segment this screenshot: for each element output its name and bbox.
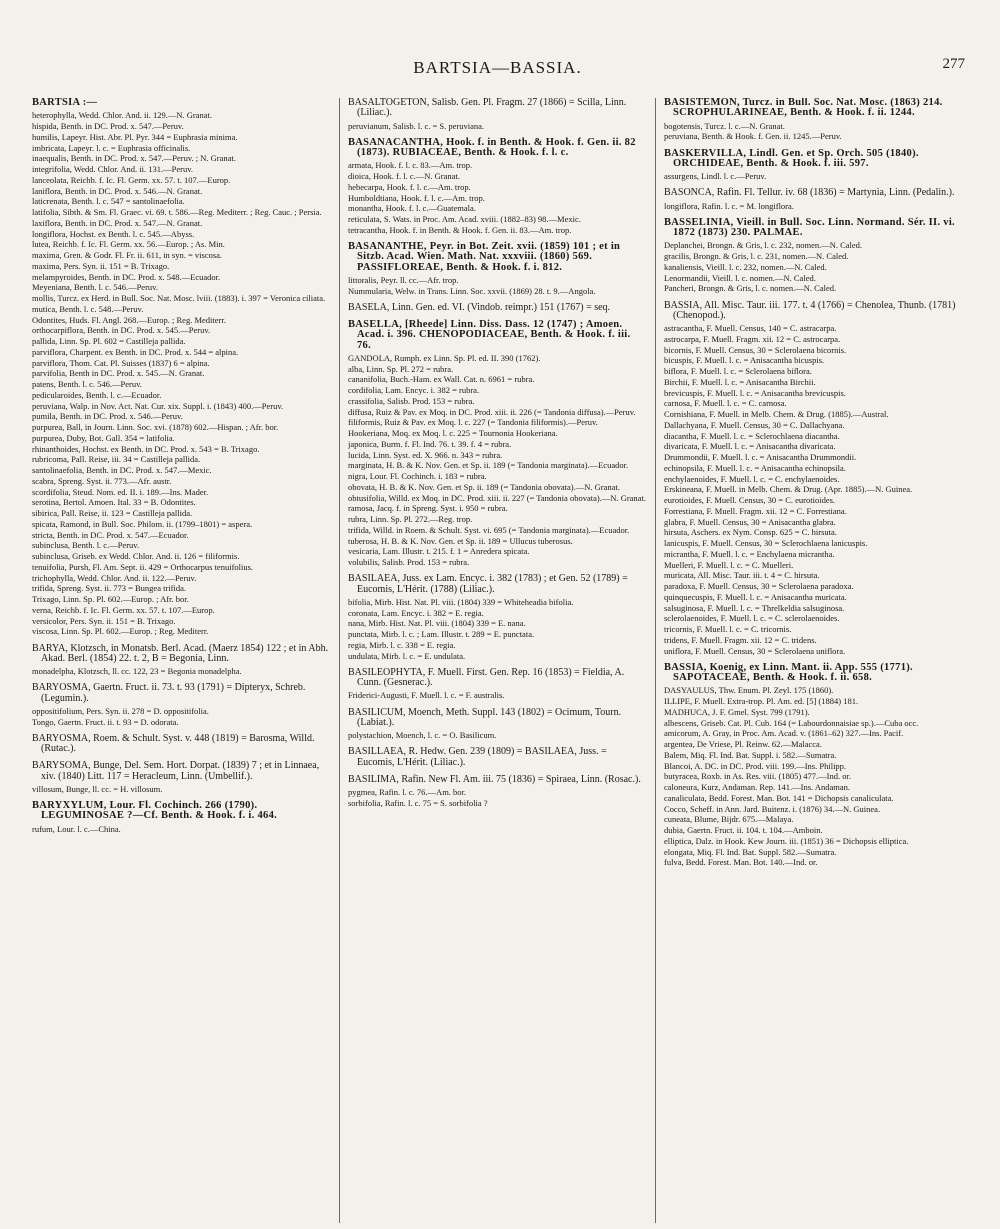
- species-line: purpurea, Ball, in Journ. Linn. Soc. xvi. (1878) 602.—Hispan. ; Afr. bor.: [32, 422, 279, 432]
- species-line: diffusa, Ruiz & Pav. ex Moq. in DC. Prod. xiii. ii. 226 (= Tandonia diffusa).—Peruv.: [348, 406, 636, 417]
- species-line: longiflora, Rafin. l. c. = M. longiflora.: [664, 200, 794, 211]
- genus-heading: BASILLAEA, R. Hedw. Gen. 239 (1809) = BASILAEA, Juss. = Eucomis, L'Hérit. (Liliac.).: [348, 746, 607, 768]
- species-line: parviflora, Thom. Cat. Pl. Suisses (1837) 6 = alpina.: [32, 357, 210, 368]
- species-line: DASYAULUS, Thw. Enum. Pl. Zeyl. 175 (1860).: [664, 685, 834, 696]
- species-line: laticrenata, Benth. l. c. 547 = santolinaefolia.: [32, 196, 185, 207]
- species-line: hispida, Benth. in DC. Prod. x. 547.—Peruv.: [32, 121, 184, 131]
- species-line: rufum, Lour. l. c.—China.: [32, 823, 121, 834]
- species-line: lutea, Reichb. f. Ic. Fl. Germ. xx. 56.—Europ. ; As. Min.: [32, 239, 225, 250]
- species-line: mutica, Benth. l. c. 548.—Peruv.: [32, 303, 144, 314]
- species-line: punctata, Mirb. l. c. ; Lam. Illustr. t. 289 = E. punctata.: [348, 629, 535, 639]
- species-line: Friderici-Augusti, F. Muell. l. c. = F. australis.: [348, 690, 505, 701]
- species-line: laxiflora, Benth. in DC. Prod. x. 547.—N. Granat.: [32, 217, 203, 228]
- species-line: lucida, Linn. Syst. ed. X. 966. n. 343 = rubra.: [348, 449, 503, 460]
- species-line: laniflora, Benth. in DC. Prod. x. 546.—N. Granat.: [32, 185, 203, 196]
- species-line: gracilis, Brongn. & Gris, l. c. 231, nomen.—N. Caled.: [664, 251, 849, 261]
- species-line: melampyroides, Benth. in DC. Prod. x. 548.—Ecuador.: [32, 271, 221, 282]
- species-line: stricta, Benth. in DC. Prod. x. 547.—Ecuador.: [32, 529, 189, 540]
- species-line: elliptica, Dalz. in Hook. Kew Journ. iii. (1851) 36 = Dichopsis elliptica.: [664, 835, 909, 846]
- genus-heading: BASKERVILLA, Lindl. Gen. et Sp. Orch. 505 (1840). ORCHIDEAE, Benth. & Hook. f. iii. 597.: [664, 147, 919, 169]
- species-line: versicolor, Pers. Syn. ii. 151 = B. Trixago.: [32, 615, 176, 626]
- species-line: bicornis, F. Muell. Census, 30 = Sclerolaena bicornis.: [664, 344, 847, 355]
- genus-heading: BASALTOGETON, Salisb. Gen. Pl. Fragm. 27 (1866) = Scilla, Linn. (Liliac.).: [348, 98, 627, 119]
- species-line: biflora, F. Muell. l. c. = Sclerolaena biflora.: [664, 366, 812, 376]
- species-line: scabra, Spreng. Syst. ii. 773.—Afr. austr.: [32, 475, 172, 486]
- genus-entry: [664, 301, 962, 656]
- species-line: scordifolia, Steud. Nom. ed. II. i. 189.—Ins. Mader.: [32, 486, 209, 497]
- species-line: amicorum, A. Gray, in Proc. Am. Acad. v. (1861–62) 327.—Ins. Pacif.: [664, 728, 904, 739]
- species-line: brevicuspis, F. Muell. l. c. = Anisacantha brevicuspis.: [664, 387, 846, 398]
- species-line: subinclusa, Griseb. ex Wedd. Chlor. And. ii. 126 = filiformis.: [32, 551, 240, 561]
- species-line: tridens, F. Muell. Fragm. xii. 12 = C. tridens.: [664, 634, 817, 645]
- species-line: assurgens, Lindl. l. c.—Peruv.: [664, 171, 767, 181]
- species-line: glabra, F. Muell. Census, 30 = Anisacantha glabra.: [664, 516, 836, 527]
- genus-entry: [348, 775, 646, 808]
- species-line: vesicaria, Lam. Illustr. t. 215. f. 1 = Anredera spicata.: [348, 546, 530, 557]
- species-line: latifolia, Sibth. & Sm. Fl. Graec. vi. 69. t. 586.—Reg. Mediterr. ; Reg. Cauc. ; Persia.: [32, 207, 322, 217]
- species-line: viscosa, Linn. Sp. Pl. 602.—Europ. ; Reg. Mediterr.: [32, 626, 209, 637]
- species-line: armata, Hook. f. l. c. 83.—Am. trop.: [348, 160, 473, 171]
- species-line: peruviana, Benth. & Hook. f. Gen. ii. 1245.—Peruv.: [664, 131, 842, 142]
- species-line: GANDOLA, Rumph. ex Linn. Sp. Pl. ed. II. 390 (1762).: [348, 352, 541, 363]
- species-line: monadelpha, Klotzsch, ll. cc. 122, 23 = Begonia monadelpha.: [32, 666, 242, 676]
- running-head: BARTSIA—BASSIA.: [413, 58, 582, 77]
- species-line: filiformis, Ruiz & Pav. ex Moq. l. c. 227 (= Tandonia filiformis).—Peruv.: [348, 417, 598, 428]
- genus-entry: [664, 188, 962, 211]
- species-line: ILLIPE, F. Muell. Extra-trop. Pl. Am. ed. [5] (1884) 181.: [664, 696, 859, 706]
- species-line: regia, Mirb. l. c. 338 = E. regia.: [348, 639, 456, 650]
- species-line: crassifolia, Salisb. Prod. 153 = rubra.: [348, 395, 475, 406]
- species-line: pallida, Linn. Sp. Pl. 602 = Castilleja pallida.: [32, 336, 186, 346]
- species-line: micrantha, F. Muell. l. c. = Enchylaena micrantha.: [664, 548, 835, 559]
- species-line: nigra, Lour. Fl. Cochinch. i. 183 = rubra.: [348, 471, 487, 481]
- species-line: longiflora, Hochst. ex Benth. l. c. 545.—Abyss.: [32, 228, 195, 239]
- species-line: subinclusa, Benth. l. c.—Peruv.: [32, 540, 140, 551]
- species-line: Hookeriana, Moq. ex Moq. l. c. 225 = Tournonia Hookeriana.: [348, 428, 558, 438]
- species-line: astrocarpa, F. Muell. Fragm. xii. 12 = C. astrocarpa.: [664, 333, 841, 344]
- page-number: 277: [942, 56, 965, 72]
- species-line: kanaliensis, Vieill. l. c. 232, nomen.—N. Caled.: [664, 261, 827, 272]
- species-line: Birchii, F. Muell. l. c. = Anisacantha Birchii.: [664, 376, 816, 387]
- species-line: tetracantha, Hook. f. in Benth. & Hook. f. Gen. ii. 83.—Am. trop.: [348, 224, 572, 235]
- genus-heading: BASANANTHE, Peyr. in Bot. Zeit. xvii. (1859) 101 ; et in Sitzb. Acad. Wien. Math. Nat. xxxviii. (1860) 569. PASSIFLOREAE, Benth. & Hook. f. i. 812.: [348, 241, 621, 273]
- genus-entry: [664, 218, 962, 294]
- genus-heading: BASILIMA, Rafin. New Fl. Am. iii. 75 (1836) = Spiraea, Linn. (Rosac.).: [348, 773, 641, 785]
- species-line: muricata, All. Misc. Taur. iii. t. 4 = C. hirsuta.: [664, 570, 820, 581]
- genus-entry: [664, 98, 962, 142]
- species-line: purpurea, Duby, Bot. Gall. 354 = latifolia.: [32, 432, 175, 443]
- species-line: parvifolia, Benth in DC. Prod. x. 545.—N. Granat.: [32, 368, 205, 379]
- column-right: [664, 98, 962, 1223]
- genus-heading: BARYXYLUM, Lour. Fl. Cochinch. 266 (1790). LEGUMINOSAE ?—Cf. Benth. & Hook. f. i. 464.: [32, 800, 278, 822]
- species-line: MADHUCA, J. F. Gmel. Syst. 799 (1791).: [664, 706, 810, 717]
- species-line: hebecarpa, Hook. f. l. c.—Am. trop.: [348, 181, 471, 192]
- species-line: carnosa, F. Muell. l. c. = C. carnosa.: [664, 398, 787, 409]
- genus-entry: [348, 138, 646, 235]
- species-line: elongata, Miq. Fl. Ind. Bat. Suppl. 582.—Sumatra.: [664, 846, 837, 857]
- species-line: Humboldtiana, Hook. f. l. c.—Am. trop.: [348, 192, 485, 203]
- species-line: sorbifolia, Rafin. l. c. 75 = S. sorbifolia ?: [348, 797, 488, 808]
- species-line: pedicularoides, Benth. l. c.—Ecuador.: [32, 389, 162, 400]
- species-line: alba, Linn. Sp. Pl. 272 = rubra.: [348, 363, 454, 374]
- species-line: cananifolia, Buch.-Ham. ex Wall. Cat. n. 6961 = rubra.: [348, 374, 535, 385]
- species-line: rubra, Linn. Sp. Pl. 272.—Reg. trop.: [348, 514, 473, 524]
- genus-entry: [348, 303, 646, 313]
- species-line: cordifolia, Lam. Encyc. i. 382 = rubra.: [348, 385, 480, 395]
- genus-heading: BARYOSMA, Roem. & Schult. Syst. v. 448 (1819) = Barosma, Willd. (Rutac.).: [32, 732, 315, 754]
- species-line: peruviana, Walp. in Nov. Act. Nat. Cur. xix. Suppl. i. (1843) 400.—Peruv.: [32, 400, 284, 411]
- species-line: monantha, Hook. f. l. c.—Guatemala.: [348, 203, 476, 214]
- genus-entry: [348, 668, 646, 701]
- genus-entry: [348, 708, 646, 741]
- species-line: paradoxa, F. Muell. Census, 30 = Sclerolaena paradoxa.: [664, 581, 854, 591]
- species-line: polystachion, Moench, l. c. = O. Basilicum.: [348, 730, 497, 740]
- species-line: Tongo, Gaertn. Fruct. ii. t. 93 = D. odorata.: [32, 716, 179, 727]
- species-line: pygmea, Rafin. l. c. 76.—Am. bor.: [348, 787, 467, 797]
- species-line: tuberosa, H. B. & K. Nov. Gen. et Sp. ii. 189 = Ullucus tuberosus.: [348, 535, 573, 546]
- species-line: Muelleri, F. Muell. l. c. = C. Muelleri.: [664, 559, 794, 570]
- species-line: Erskineana, F. Muell. in Melb. Chem. & Drug. (Apr. 1885).—N. Guinea.: [664, 484, 913, 495]
- species-line: tenuifolia, Pursh, Fl. Am. Sept. ii. 429 = Orthocarpus tenuifolius.: [32, 561, 254, 572]
- genus-heading: BASELA, Linn. Gen. ed. VI. (Vindob. reimpr.) 151 (1767) = seq.: [348, 301, 611, 313]
- species-line: nana, Mirb. Hist. Nat. Pl. viii. (1804) 339 = E. nana.: [348, 618, 526, 629]
- genus-entry: [348, 574, 646, 661]
- species-line: peruvianum, Salisb. l. c. = S. peruviana.: [348, 120, 485, 131]
- species-line: lanceolata, Reichb. f. Ic. Fl. Germ. xx. 57. t. 107.—Europ.: [32, 174, 231, 185]
- column-divider: [339, 98, 340, 1223]
- species-line: echinopsila, F. Muell. l. c. = Anisacantha echinopsila.: [664, 462, 846, 473]
- species-line: humilis, Lapeyr. Hist. Abr. Pl. Pyr. 344 = Euphrasia minima.: [32, 131, 238, 142]
- genus-heading: BASSELINIA, Vieill. in Bull. Soc. Linn. Normand. Sér. II. vi. 1872 (1873) 230. PALMAE.: [664, 216, 955, 238]
- column-divider: [655, 98, 656, 1223]
- species-line: santolinaefolia, Benth. in DC. Prod. x. 547.—Mexic.: [32, 465, 212, 475]
- species-line: villosum, Bunge, ll. cc. = H. villosum.: [32, 783, 163, 794]
- species-line: eurotioides, F. Muell. Census, 30 = C. eurotioides.: [664, 495, 836, 505]
- species-line: fulva, Bedd. Forest. Man. Bot. 140.—Ind. or.: [664, 857, 818, 868]
- column-left: [32, 98, 330, 1223]
- genus-heading: BARYA, Klotzsch, in Monatsb. Berl. Acad. (Maerz 1854) 122 ; et in Abh. Akad. Berl. (1854) 22. t. 2, B = Begonia, Linn.: [32, 642, 329, 664]
- genus-heading: BASONCA, Rafin. Fl. Tellur. iv. 68 (1836) = Martynia, Linn. (Pedalin.).: [664, 187, 955, 199]
- species-line: butyracea, Roxb. in As. Res. viii. (1805) 477.—Ind. or.: [664, 771, 851, 782]
- species-line: littoralis, Peyr. ll. cc.—Afr. trop.: [348, 274, 459, 285]
- genus-heading: BARYOSMA, Gaertn. Fruct. ii. 73. t. 93 (1791) = Dipteryx, Schreb. (Legumin.).: [32, 682, 306, 704]
- genus-entry: [32, 734, 330, 755]
- genus-entry: [664, 663, 962, 868]
- species-line: spicata, Ramond, in Bull. Soc. Philom. ii. (1799–1801) = aspera.: [32, 518, 253, 529]
- genus-heading: BASANACANTHA, Hook. f. in Benth. & Hook. f. Gen. ii. 82 (1873). RUBIACEAE, Benth. & Hook. f. l. c.: [348, 136, 636, 158]
- species-line: Nummularia, Welw. in Trans. Linn. Soc. xxvii. (1869) 28. t. 9.—Angola.: [348, 285, 596, 296]
- species-line: obovata, H. B. & K. Nov. Gen. et Sp. ii. 189 (= Tandonia obovata).—N. Granat.: [348, 481, 620, 492]
- genus-entry: [32, 644, 330, 677]
- species-line: parviflora, Charpent. ex Benth. in DC. Prod. x. 544 = alpina.: [32, 346, 239, 357]
- species-line: argentea, De Vriese, Pl. Reinw. 62.—Malacca.: [664, 739, 822, 749]
- species-line: orthocarpiflora, Benth. in DC. Prod. x. 545.—Peruv.: [32, 325, 211, 336]
- genus-heading: BASILAEA, Juss. ex Lam. Encyc. i. 382 (1783) ; et Gen. 52 (1789) = Eucomis, L'Hérit. (1788) (Liliac.).: [348, 573, 628, 595]
- genus-heading: BASSIA, Koenig, ex Linn. Mant. ii. App. 555 (1771). SAPOTACEAE, Benth. & Hook. f. ii. 658.: [664, 661, 913, 683]
- species-line: coronata, Lam. Encyc. i. 382 = E. regia.: [348, 607, 484, 618]
- genus-heading: BASSIA, All. Misc. Taur. iii. 177. t. 4 (1766) = Chenolea, Thunb. (1781) (Chenopod.).: [664, 299, 956, 321]
- genus-heading: BASILEOPHYTA, F. Muell. First. Gen. Rep. 16 (1853) = Fieldia, A. Cunn. (Gesnerac.).: [348, 666, 625, 688]
- species-line: Dallachyana, F. Muell. Census, 30 = C. Dallachyana.: [664, 419, 845, 430]
- species-line: Cornishiana, F. Muell. in Melb. Chem. & Drug. (1885).—Austral.: [664, 409, 889, 419]
- species-line: maxima, Gren. & Godr. Fl. Fr. ii. 611, in syn. = viscosa.: [32, 250, 223, 260]
- species-line: rhinanthoides, Hochst. ex Benth. in DC. Prod. x. 543 = B. Trixago.: [32, 443, 260, 454]
- species-line: albescens, Griseb. Cat. Pl. Cub. 164 (= Labourdonnaisiae sp.).—Cuba occ.: [664, 717, 919, 728]
- species-line: imbricata, Lapeyr. l. c. = Euphrasia officinalis.: [32, 142, 191, 153]
- species-line: astracantha, F. Muell. Census, 140 = C. astracarpa.: [664, 323, 837, 333]
- genus-heading: BARTSIA :—: [32, 98, 98, 108]
- species-line: hirsuta, Aschers. ex Nym. Consp. 625 = C. hirsuta.: [664, 527, 837, 538]
- page-header: [30, 56, 965, 86]
- species-line: Pancheri, Brongn. & Gris, l. c. nomen.—N. Caled.: [664, 283, 837, 294]
- species-line: reticulata, S. Wats. in Proc. Am. Acad. xviii. (1882–83) 98.—Mexic.: [348, 214, 581, 224]
- genus-heading: BASISTEMON, Turcz. in Bull. Soc. Nat. Mosc. (1863) 214. SCROPHULARINEAE, Benth. & Hook. f. ii. 1244.: [664, 98, 943, 119]
- species-line: Trixago, Linn. Sp. Pl. 602.—Europ. ; Afr. bor.: [32, 594, 189, 604]
- genus-entry: [348, 320, 646, 567]
- species-line: oppositifolium, Pers. Syn. ii. 278 = D. oppositifolia.: [32, 705, 209, 716]
- species-line: canaliculata, Bedd. Forest. Man. Bot. 141 = Dichopsis canaliculata.: [664, 792, 894, 803]
- genus-entry: [664, 149, 962, 182]
- species-line: undulata, Mirb. l. c. = E. undulata.: [348, 650, 466, 661]
- species-line: sibirica, Pall. Reise, ii. 123 = Castilleja pallida.: [32, 508, 193, 518]
- species-line: verna, Reichb. f. Ic. Fl. Germ. xx. 57. t. 107.—Europ.: [32, 604, 215, 615]
- species-line: caloneura, Kurz, Andaman. Rep. 141.—Ins. Andaman.: [664, 782, 851, 792]
- species-line: integrifolia, Wedd. Chlor. And. ii. 131.—Peruv.: [32, 164, 194, 174]
- species-line: dubia, Gaertn. Fruct. ii. 104. t. 104.—Amboin.: [664, 825, 823, 835]
- species-line: bogotensis, Turcz. l. c.—N. Granat.: [664, 120, 785, 131]
- species-line: bifolia, Mirb. Hist. Nat. Pl. viii. (1804) 339 = Whiteheadia bifolia.: [348, 596, 574, 607]
- text-columns: [32, 98, 962, 1223]
- species-line: Cocco, Scheff. in Ann. Jard. Buitenz. i. (1876) 34.—N. Guinea.: [664, 803, 881, 814]
- species-line: sclerolaenoides, F. Muell. l. c. = C. sclerolaenoides.: [664, 613, 840, 624]
- species-line: Odontites, Huds. Fl. Angl. 268.—Europ. ; Reg. Mediterr.: [32, 314, 226, 325]
- genus-heading: BASILICUM, Moench, Meth. Suppl. 143 (1802) = Ocimum, Tourn. (Labiat.).: [348, 706, 622, 728]
- species-line: Drummondii, F. Muell. l. c. = Anisacantha Drummondii.: [664, 452, 857, 462]
- species-line: tricornis, F. Muell. l. c. = C. tricornis.: [664, 624, 792, 634]
- species-line: ramosa, Jacq. f. in Spreng. Syst. i. 950 = rubra.: [348, 503, 508, 514]
- species-line: japonica, Burm. f. Fl. Ind. 76. t. 39. f. 4 = rubra.: [348, 438, 512, 449]
- species-line: patens, Benth. l. c. 546.—Peruv.: [32, 379, 142, 389]
- genus-entry: [32, 683, 330, 727]
- species-line: trifida, Spreng. Syst. ii. 773 = Bungea trifida.: [32, 583, 186, 594]
- genus-entry: [32, 761, 330, 794]
- species-line: rubricoma, Pall. Reise, iii. 34 = Castilleja pallida.: [32, 454, 201, 465]
- species-line: uniflora, F. Muell. Census, 30 = Sclerolaena uniflora.: [664, 645, 846, 656]
- species-line: Blancoi, A. DC. in DC. Prod. viii. 199.—Ins. Philipp.: [664, 760, 847, 771]
- species-line: trifida, Willd. in Roem. & Schult. Syst. vi. 695 (= Tandonia marginata).—Ecuador.: [348, 524, 630, 535]
- genus-heading: BASELLA, [Rheede] Linn. Diss. Dass. 12 (1747) ; Amoen. Acad. i. 396. CHENOPODIACEAE, Benth. & Hook. f. iii. 76.: [348, 319, 631, 351]
- species-line: cuneata, Blume, Bijdr. 675.—Malaya.: [664, 814, 794, 825]
- species-line: inaequalis, Benth. in DC. Prod. x. 547.—Peruv. ; N. Granat.: [32, 153, 236, 164]
- genus-entry: [348, 98, 646, 131]
- species-line: Forrestiana, F. Muell. Fragm. xii. 12 = C. Forrestiana.: [664, 505, 847, 516]
- species-line: salsuginosa, F. Muell. l. c. = Threlkeldia salsuginosa.: [664, 602, 845, 613]
- species-line: lanicuspis, F. Muell. Census, 30 = Sclerochlaena lanicuspis.: [664, 538, 868, 548]
- genus-heading: BARYSOMA, Bunge, Del. Sem. Hort. Dorpat. (1839) 7 ; et in Linnaea, xiv. (1840) Litt. 117 = Heracleum, Linn. (Umbellif.).: [32, 760, 320, 782]
- species-line: Meyeniana, Benth. l. c. 546.—Peruv.: [32, 282, 158, 293]
- species-line: dioica, Hook. f. l. c.—N. Granat.: [348, 171, 460, 181]
- species-line: enchylaenoides, F. Muell. l. c. = C. enchylaenoides.: [664, 473, 840, 484]
- genus-entry: [32, 801, 330, 834]
- species-line: Deplanchei, Brongn. & Gris, l. c. 232, nomen.—N. Caled.: [664, 240, 863, 251]
- genus-entry: [348, 242, 646, 296]
- genus-entry: [348, 747, 646, 768]
- species-line: volubilis, Salisb. Prod. 153 = rubra.: [348, 557, 470, 567]
- species-line: divaricata, F. Muell. l. c. = Anisacantha divaricata.: [664, 441, 836, 452]
- species-line: Lenormandii, Vieill. l. c. nomen.—N. Caled.: [664, 272, 816, 283]
- species-line: Balem, Miq. Fl. Ind. Bat. Suppl. i. 582.—Sumatra.: [664, 749, 837, 760]
- species-line: mollis, Turcz. ex Herd. in Bull. Soc. Nat. Mosc. lviii. (1883). i. 397 = Veronica ciliata.: [32, 293, 326, 303]
- species-line: trichophylla, Wedd. Chlor. And. ii. 122.—Peruv.: [32, 572, 197, 583]
- species-line: quinquecuspis, F. Muell. l. c. = Anisacantha muricata.: [664, 591, 847, 602]
- species-line: bicuspis, F. Muell. l. c. = Anisacantha bicuspis.: [664, 355, 825, 366]
- species-line: maxima, Pers. Syn. ii. 151 = B. Trixago.: [32, 260, 170, 271]
- column-middle: [348, 98, 646, 1223]
- species-line: pumila, Benth. in DC. Prod. x. 546.—Peruv.: [32, 411, 183, 422]
- genus-entry: [32, 98, 330, 637]
- species-line: marginata, H. B. & K. Nov. Gen. et Sp. ii. 189 (= Tandonia marginata).—Ecuador.: [348, 460, 629, 471]
- species-line: diacantha, F. Muell. l. c. = Sclerochlaena diacantha.: [664, 430, 840, 441]
- species-line: heterophylla, Wedd. Chlor. And. ii. 129.—N. Granat.: [32, 110, 212, 121]
- species-line: obtusifolia, Willd. ex Moq. in DC. Prod. xiii. ii. 227 (= Tandonia obovata).—N. Granat.: [348, 492, 646, 503]
- species-line: serotina, Bertol. Amoen. Ital. 33 = B. Odontites.: [32, 497, 196, 508]
